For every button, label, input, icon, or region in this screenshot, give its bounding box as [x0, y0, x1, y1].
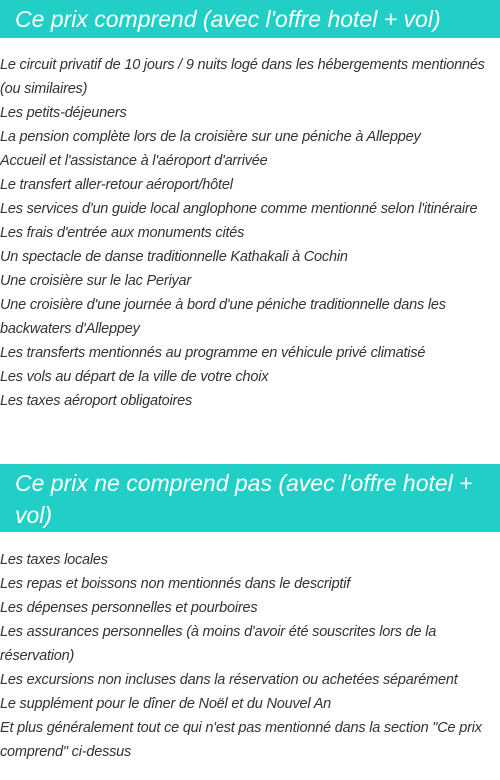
list-item: Les repas et boissons non mentionnés dans le descriptif	[0, 576, 351, 592]
list-item: Un spectacle de danse traditionnelle Kathakali à Cochin	[0, 249, 348, 265]
list-item: Le supplément pour le dîner de Noël et du Nouvel An	[0, 696, 332, 712]
list-item: La pension complète lors de la croisière sur une péniche à Alleppey	[0, 129, 421, 145]
list-item: Une croisière d'une journée à bord d'une péniche traditionnelle dans les backwaters d'Alleppey	[0, 297, 446, 337]
list-item: Le transfert aller-retour aéroport/hôtel	[0, 177, 233, 193]
included-section-title: Ce prix comprend (avec l'offre hotel + vol)	[0, 0, 500, 38]
list-item: Accueil et l'assistance à l'aéroport d'arrivée	[0, 153, 268, 169]
list-item: Les frais d'entrée aux monuments cités	[0, 225, 245, 241]
list-item: Une croisière sur le lac Periyar	[0, 273, 192, 289]
list-item: Les petits-déjeuners	[0, 105, 127, 121]
excluded-list	[0, 548, 496, 764]
excluded-section-title: Ce prix ne comprend pas (avec l'offre hotel + vol)	[0, 464, 500, 532]
list-item: Les assurances personnelles (à moins d'avoir été souscrites lors de la réservation)	[0, 624, 437, 664]
list-item: Les taxes aéroport obligatoires	[0, 393, 193, 409]
list-item: Les taxes locales	[0, 552, 108, 568]
list-item: Les vols au départ de la ville de votre choix	[0, 369, 269, 385]
list-item: Et plus généralement tout ce qui n'est pas mentionné dans la section "Ce prix comprend" ci-dessus	[0, 720, 482, 760]
included-list	[0, 53, 496, 413]
list-item: Les excursions non incluses dans la réservation ou achetées séparément	[0, 672, 458, 688]
list-item: Les dépenses personnelles et pourboires	[0, 600, 258, 616]
list-item: Les transferts mentionnés au programme en véhicule privé climatisé	[0, 345, 426, 361]
list-item: Les services d'un guide local anglophone comme mentionné selon l'itinéraire	[0, 201, 478, 217]
list-item: Le circuit privatif de 10 jours / 9 nuits logé dans les hébergements mentionnés (ou similaires)	[0, 57, 485, 97]
